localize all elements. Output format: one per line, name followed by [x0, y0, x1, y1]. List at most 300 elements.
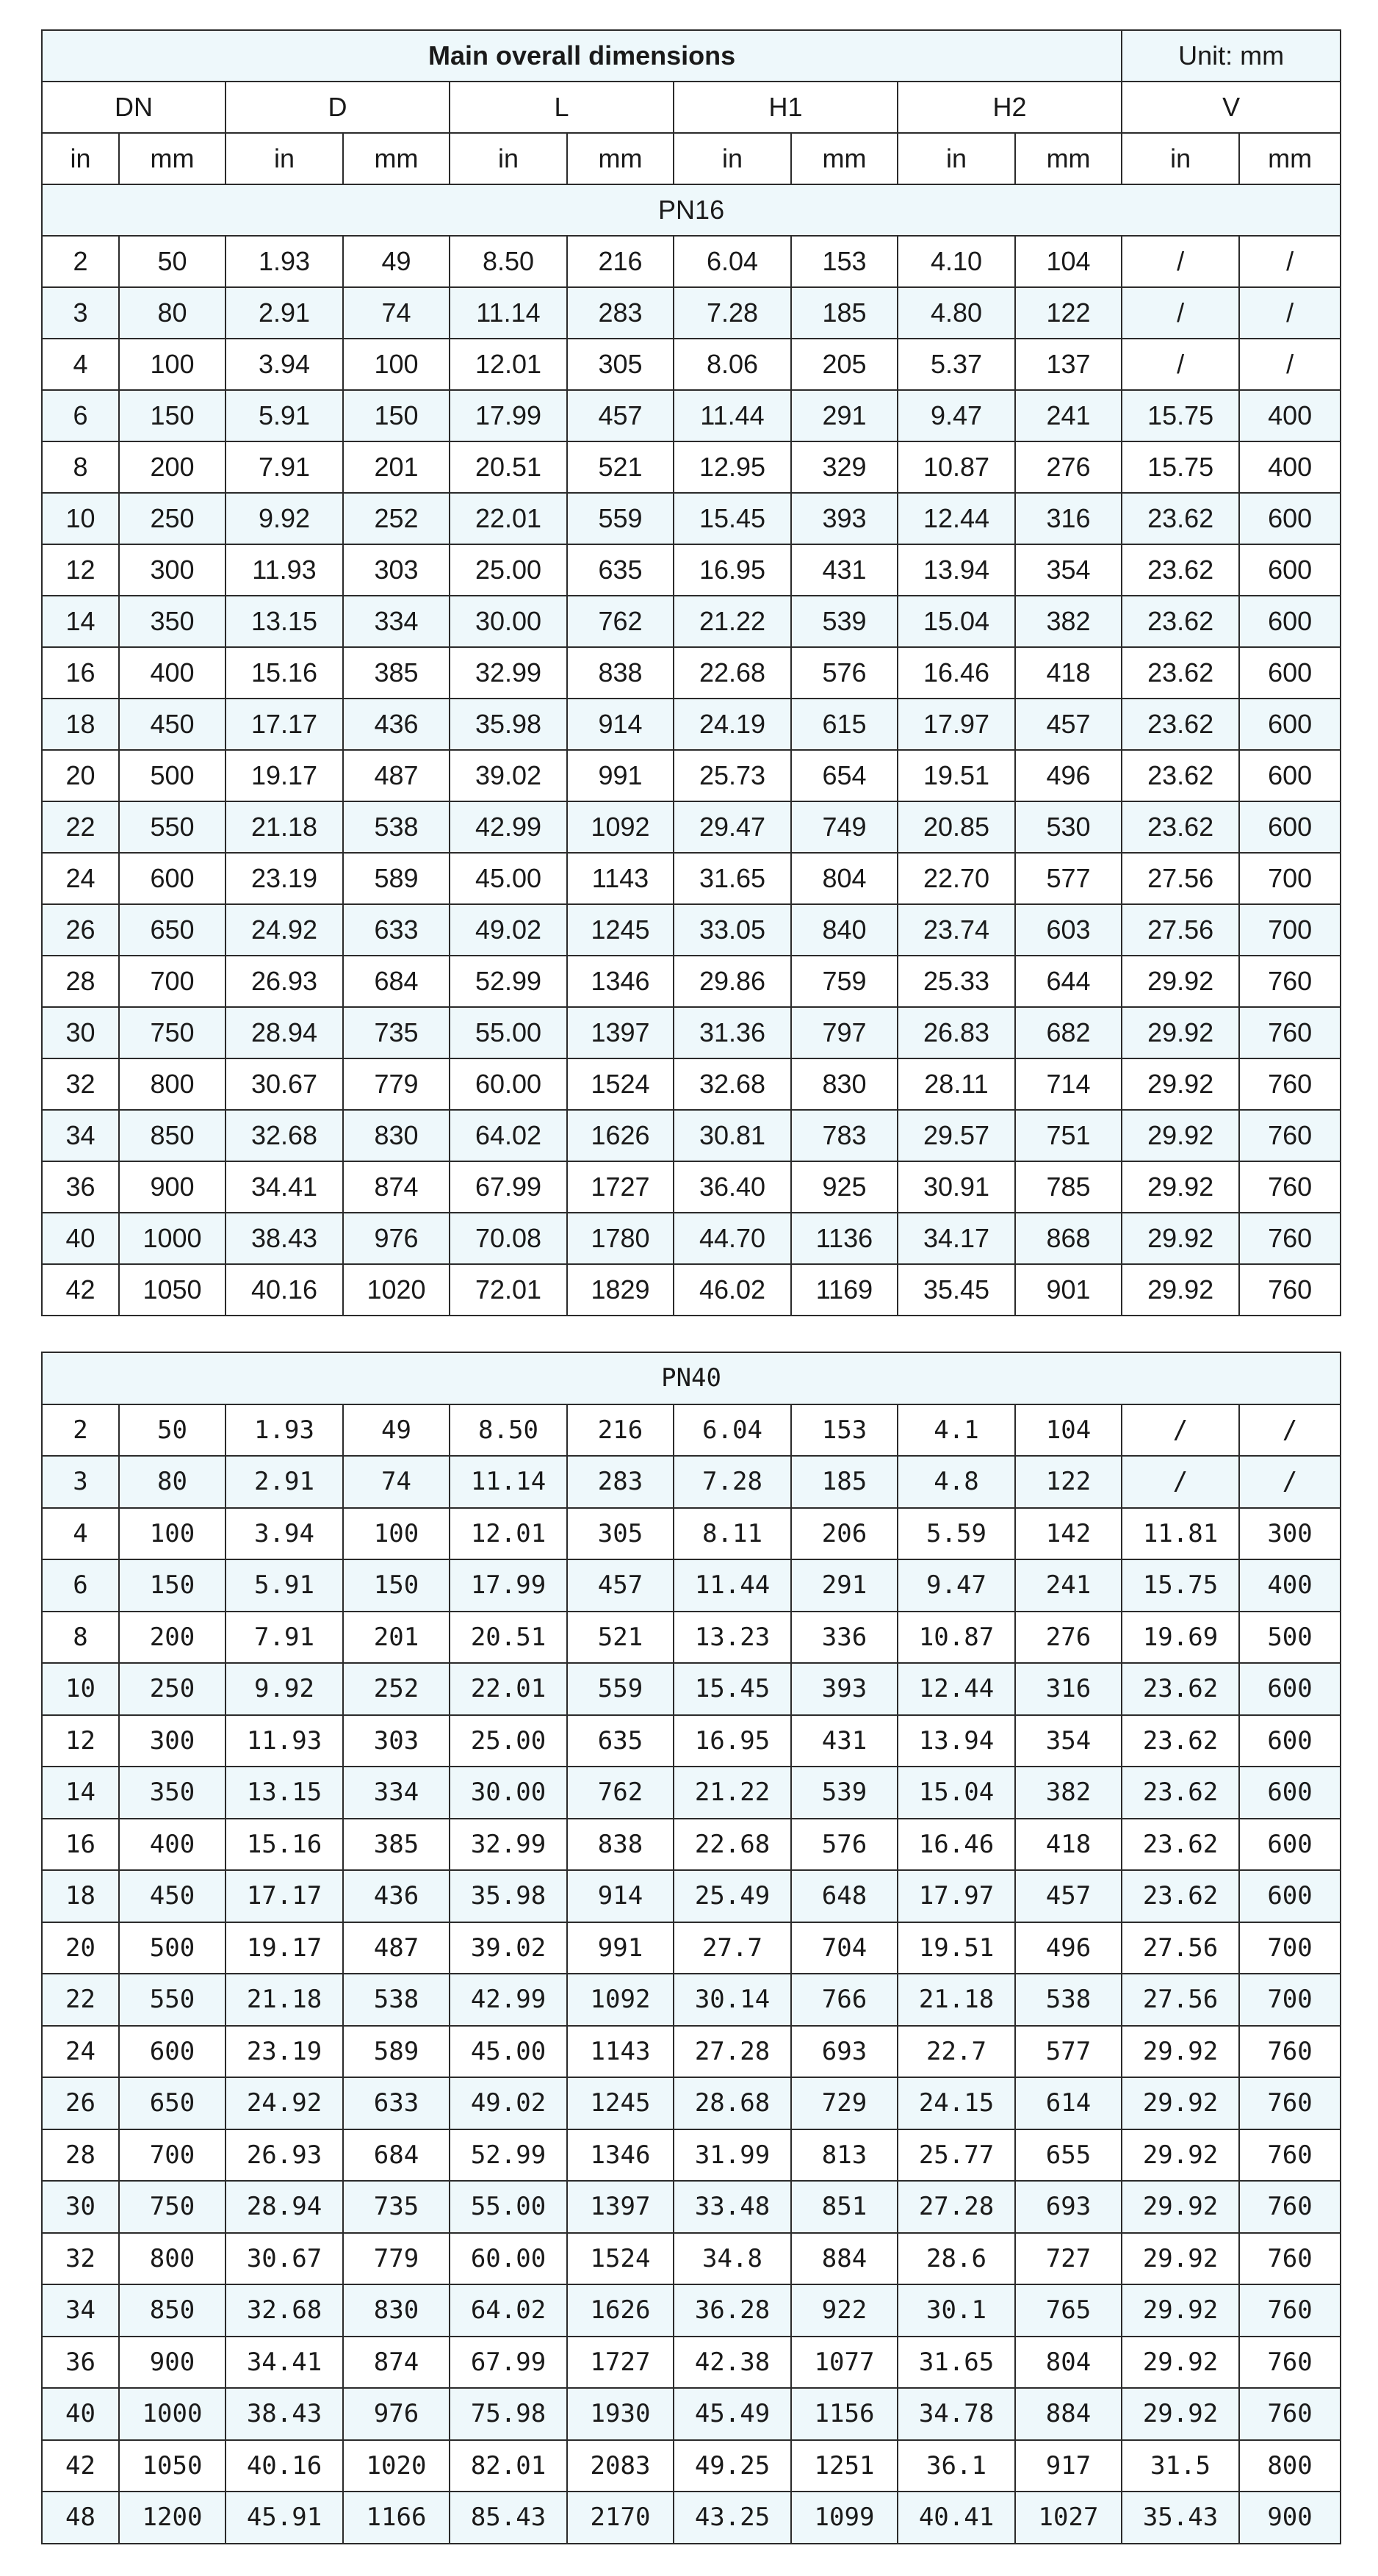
table-cell: 9.47	[898, 1559, 1015, 1612]
table-cell: 150	[343, 390, 450, 441]
table-cell: 60.00	[450, 1058, 567, 1110]
table-cell: 521	[567, 1612, 674, 1664]
table-cell: 35.98	[450, 699, 567, 750]
table-cell: 762	[567, 596, 674, 647]
table-cell: 283	[567, 1456, 674, 1508]
table-cell: 457	[567, 1559, 674, 1612]
table-cell: 32	[42, 2233, 119, 2285]
table-cell: /	[1239, 236, 1341, 287]
table-cell: 316	[1015, 1663, 1122, 1715]
table-cell: 19.17	[226, 750, 343, 801]
table-cell: 600	[1239, 699, 1341, 750]
table-cell: 11.44	[674, 390, 791, 441]
table-cell: 5.91	[226, 1559, 343, 1612]
table-cell: 31.99	[674, 2129, 791, 2182]
table-cell: 760	[1239, 1110, 1341, 1161]
table-cell: 600	[1239, 544, 1341, 596]
table-cell: 20	[42, 750, 119, 801]
table-cell: 10	[42, 1663, 119, 1715]
table-cell: 538	[343, 801, 450, 853]
table-cell: 830	[343, 2284, 450, 2337]
table-cell: 760	[1239, 2026, 1341, 2078]
table-cell: 250	[119, 1663, 226, 1715]
table-cell: 487	[343, 1922, 450, 1974]
table-cell: 589	[343, 2026, 450, 2078]
table-cell: 44.70	[674, 1213, 791, 1264]
table-cell: /	[1239, 287, 1341, 339]
table-cell: 1245	[567, 2077, 674, 2129]
table-cell: 1020	[343, 2440, 450, 2492]
table-row	[42, 1264, 1341, 1316]
table-cell: 23.62	[1122, 801, 1239, 853]
table-row	[42, 339, 1341, 390]
table-cell: 431	[791, 1715, 898, 1767]
table-row	[42, 1767, 1341, 1819]
table-cell: 283	[567, 287, 674, 339]
table-cell: 436	[343, 699, 450, 750]
table-cell: 8	[42, 441, 119, 493]
table-cell: 29.92	[1122, 1161, 1239, 1213]
table-cell: 70.08	[450, 1213, 567, 1264]
table-cell: 22.70	[898, 853, 1015, 904]
table-cell: 760	[1239, 2337, 1341, 2389]
table-cell: 2170	[567, 2492, 674, 2544]
table-row	[42, 2337, 1341, 2389]
table-cell: /	[1239, 1404, 1341, 1457]
table-cell: 4.1	[898, 1404, 1015, 1457]
table-row	[42, 956, 1341, 1007]
table-cell: 1092	[567, 801, 674, 853]
table-row	[42, 236, 1341, 287]
table-cell: 418	[1015, 647, 1122, 699]
table-cell: 21.18	[898, 1974, 1015, 2026]
table-cell: 1143	[567, 2026, 674, 2078]
table-cell: 400	[1239, 390, 1341, 441]
table-row	[42, 2129, 1341, 2182]
table-cell: 35.43	[1122, 2492, 1239, 2544]
table-cell: 650	[119, 904, 226, 956]
table-cell: 42.38	[674, 2337, 791, 2389]
table-row	[42, 1161, 1341, 1213]
table-cell: 11.14	[450, 1456, 567, 1508]
table-cell: 50	[119, 236, 226, 287]
table-cell: 693	[791, 2026, 898, 2078]
table-cell: 1.93	[226, 1404, 343, 1457]
table-row	[42, 853, 1341, 904]
table-cell: 530	[1015, 801, 1122, 853]
table-cell: 521	[567, 441, 674, 493]
table-cell: 12	[42, 1715, 119, 1767]
table-cell: 45.91	[226, 2492, 343, 2544]
table-cell: 760	[1239, 2077, 1341, 2129]
table-cell: 23.62	[1122, 1767, 1239, 1819]
table-cell: 760	[1239, 2233, 1341, 2285]
table-row	[42, 2492, 1341, 2544]
pn16-dimensions-table	[41, 29, 1341, 1316]
table-cell: 33.05	[674, 904, 791, 956]
table-cell: 30.67	[226, 2233, 343, 2285]
table-cell: 648	[791, 1870, 898, 1922]
table-cell: 21.22	[674, 596, 791, 647]
pn16-table-body	[42, 236, 1341, 1316]
table-cell: 42	[42, 2440, 119, 2492]
table-cell: 16.95	[674, 1715, 791, 1767]
table-cell: 750	[119, 2181, 226, 2233]
table-cell: 804	[1015, 2337, 1122, 2389]
table-cell: 100	[343, 339, 450, 390]
table-cell: 291	[791, 390, 898, 441]
table-cell: 185	[791, 1456, 898, 1508]
table-cell: 382	[1015, 1767, 1122, 1819]
table-cell: 487	[343, 750, 450, 801]
table-cell: 735	[343, 2181, 450, 2233]
pn40-dimensions-table	[41, 1352, 1341, 2544]
table-row	[42, 1404, 1341, 1457]
table-cell: 60.00	[450, 2233, 567, 2285]
table-cell: 12.01	[450, 1508, 567, 1560]
table-cell: 600	[1239, 1819, 1341, 1871]
table-cell: 684	[343, 956, 450, 1007]
table-cell: 418	[1015, 1819, 1122, 1871]
section-label-pn40: PN40	[42, 1352, 1341, 1404]
table-cell: 23.62	[1122, 544, 1239, 596]
table-cell: 840	[791, 904, 898, 956]
table-cell: 38.43	[226, 1213, 343, 1264]
table-cell: 241	[1015, 390, 1122, 441]
table-cell: 22	[42, 1974, 119, 2026]
table-cell: 27.56	[1122, 1974, 1239, 2026]
table-cell: 6.04	[674, 1404, 791, 1457]
table-cell: 700	[1239, 1922, 1341, 1974]
table-cell: 19.51	[898, 1922, 1015, 1974]
table-cell: 27.7	[674, 1922, 791, 1974]
table-cell: 1169	[791, 1264, 898, 1316]
table-cell: 991	[567, 1922, 674, 1974]
table-cell: 185	[791, 287, 898, 339]
table-cell: 1626	[567, 1110, 674, 1161]
group-header-h2: H2	[898, 82, 1122, 133]
table-cell: 6	[42, 390, 119, 441]
table-cell: 36	[42, 2337, 119, 2389]
table-cell: 830	[343, 1110, 450, 1161]
table-cell: 100	[343, 1508, 450, 1560]
table-cell: 32.99	[450, 1819, 567, 1871]
table-cell: 7.91	[226, 1612, 343, 1664]
table-cell: 765	[1015, 2284, 1122, 2337]
table-cell: 2083	[567, 2440, 674, 2492]
table-cell: 12.95	[674, 441, 791, 493]
table-row	[42, 2440, 1341, 2492]
table-cell: 16	[42, 647, 119, 699]
table-cell: 12.44	[898, 493, 1015, 544]
table-cell: 25.49	[674, 1870, 791, 1922]
table-cell: 150	[119, 1559, 226, 1612]
table-cell: 7.91	[226, 441, 343, 493]
table-cell: 615	[791, 699, 898, 750]
table-cell: 28.94	[226, 1007, 343, 1058]
table-cell: 15.16	[226, 647, 343, 699]
table-cell: 50	[119, 1404, 226, 1457]
table-row	[42, 2284, 1341, 2337]
table-cell: 874	[343, 2337, 450, 2389]
table-cell: 276	[1015, 441, 1122, 493]
table-cell: 40	[42, 2388, 119, 2440]
table-cell: 13.15	[226, 1767, 343, 1819]
section-label-pn16: PN16	[42, 184, 1341, 236]
table-cell: 28.94	[226, 2181, 343, 2233]
table-cell: 976	[343, 2388, 450, 2440]
table-cell: 34	[42, 1110, 119, 1161]
table-cell: 382	[1015, 596, 1122, 647]
table-cell: 291	[791, 1559, 898, 1612]
table-cell: 900	[119, 2337, 226, 2389]
table-cell: 714	[1015, 1058, 1122, 1110]
table-cell: /	[1122, 1456, 1239, 1508]
table-cell: 900	[1239, 2492, 1341, 2544]
table-cell: 201	[343, 441, 450, 493]
table-cell: 22	[42, 801, 119, 853]
table-cell: 52.99	[450, 956, 567, 1007]
table-cell: 25.00	[450, 1715, 567, 1767]
table-cell: 20.51	[450, 441, 567, 493]
group-header-v: V	[1122, 82, 1341, 133]
table-cell: 851	[791, 2181, 898, 2233]
table-row	[42, 1819, 1341, 1871]
table-cell: 64.02	[450, 2284, 567, 2337]
table-cell: 614	[1015, 2077, 1122, 2129]
table-cell: 385	[343, 1819, 450, 1871]
table-cell: 29.92	[1122, 2026, 1239, 2078]
unit-header-mm: mm	[119, 133, 226, 184]
table-cell: 500	[119, 1922, 226, 1974]
table-row	[42, 2026, 1341, 2078]
table-cell: 1027	[1015, 2492, 1122, 2544]
table-cell: 749	[791, 801, 898, 853]
table-cell: 500	[119, 750, 226, 801]
table-cell: 1524	[567, 2233, 674, 2285]
table-row	[42, 441, 1341, 493]
table-cell: 644	[1015, 956, 1122, 1007]
table-cell: 300	[119, 1715, 226, 1767]
table-cell: 2	[42, 236, 119, 287]
table-cell: 20.51	[450, 1612, 567, 1664]
table-cell: 10.87	[898, 441, 1015, 493]
table-cell: 350	[119, 596, 226, 647]
table-cell: 36	[42, 1161, 119, 1213]
table-row	[42, 1612, 1341, 1664]
table-cell: 1156	[791, 2388, 898, 2440]
table-cell: 23.62	[1122, 1715, 1239, 1767]
table-cell: 49	[343, 1404, 450, 1457]
table-row	[42, 2181, 1341, 2233]
table-cell: 26.93	[226, 956, 343, 1007]
table-cell: 600	[1239, 801, 1341, 853]
table-cell: 22.68	[674, 1819, 791, 1871]
table-cell: 393	[791, 1663, 898, 1715]
table-cell: 884	[791, 2233, 898, 2285]
table-cell: 27.56	[1122, 853, 1239, 904]
table-cell: 85.43	[450, 2492, 567, 2544]
table-cell: 11.81	[1122, 1508, 1239, 1560]
table-cell: 1050	[119, 1264, 226, 1316]
table-cell: 205	[791, 339, 898, 390]
table-cell: 600	[119, 2026, 226, 2078]
table-cell: 29.92	[1122, 1264, 1239, 1316]
table-cell: 26.83	[898, 1007, 1015, 1058]
table-cell: 976	[343, 1213, 450, 1264]
table-cell: 766	[791, 1974, 898, 2026]
table-cell: 1077	[791, 2337, 898, 2389]
table-cell: 917	[1015, 2440, 1122, 2492]
table-cell: 29.47	[674, 801, 791, 853]
table-cell: 1524	[567, 1058, 674, 1110]
table-cell: 925	[791, 1161, 898, 1213]
table-cell: 122	[1015, 287, 1122, 339]
table-cell: 29.86	[674, 956, 791, 1007]
table-cell: 15.04	[898, 1767, 1015, 1819]
table-cell: 11.93	[226, 1715, 343, 1767]
table-cell: 34.41	[226, 2337, 343, 2389]
table-cell: 1020	[343, 1264, 450, 1316]
table-row	[42, 1456, 1341, 1508]
table-cell: 31.65	[898, 2337, 1015, 2389]
table-cell: 29.92	[1122, 1213, 1239, 1264]
table-cell: 16.46	[898, 647, 1015, 699]
table-row	[42, 2388, 1341, 2440]
table-cell: 303	[343, 544, 450, 596]
table-cell: 830	[791, 1058, 898, 1110]
table-cell: 74	[343, 287, 450, 339]
unit-label: Unit: mm	[1122, 30, 1341, 82]
table-cell: 72.01	[450, 1264, 567, 1316]
table-cell: 760	[1239, 1213, 1341, 1264]
table-cell: 760	[1239, 1161, 1341, 1213]
table-cell: 655	[1015, 2129, 1122, 2182]
table-cell: 760	[1239, 2284, 1341, 2337]
table-cell: 1780	[567, 1213, 674, 1264]
table-cell: 19.51	[898, 750, 1015, 801]
table-cell: 600	[1239, 1663, 1341, 1715]
table-cell: 1727	[567, 2337, 674, 2389]
group-header-h1: H1	[674, 82, 898, 133]
unit-header-mm: mm	[1239, 133, 1341, 184]
table-cell: 23.19	[226, 2026, 343, 2078]
table-cell: 142	[1015, 1508, 1122, 1560]
table-cell: 15.75	[1122, 441, 1239, 493]
table-cell: 30.1	[898, 2284, 1015, 2337]
table-cell: 850	[119, 2284, 226, 2337]
table-cell: 6.04	[674, 236, 791, 287]
table-cell: 67.99	[450, 2337, 567, 2389]
unit-header-in: in	[1122, 133, 1239, 184]
table-row	[42, 750, 1341, 801]
table-cell: 24	[42, 853, 119, 904]
table-row	[42, 801, 1341, 853]
table-cell: 10	[42, 493, 119, 544]
table-cell: 39.02	[450, 1922, 567, 1974]
table-cell: 633	[343, 2077, 450, 2129]
table-cell: 30.00	[450, 1767, 567, 1819]
table-cell: 55.00	[450, 1007, 567, 1058]
table-cell: 40	[42, 1213, 119, 1264]
table-cell: 100	[119, 339, 226, 390]
table-cell: /	[1122, 236, 1239, 287]
table-cell: 23.74	[898, 904, 1015, 956]
group-header-l: L	[450, 82, 674, 133]
table-cell: 22.7	[898, 2026, 1015, 2078]
table-cell: 300	[119, 544, 226, 596]
table-cell: 589	[343, 853, 450, 904]
table-row	[42, 1213, 1341, 1264]
table-cell: 15.45	[674, 493, 791, 544]
table-cell: 2	[42, 1404, 119, 1457]
table-cell: 23.62	[1122, 750, 1239, 801]
table-row	[42, 493, 1341, 544]
table-cell: 576	[791, 647, 898, 699]
table-cell: 250	[119, 493, 226, 544]
table-cell: 8.11	[674, 1508, 791, 1560]
table-cell: 29.92	[1122, 2337, 1239, 2389]
table-cell: 40.41	[898, 2492, 1015, 2544]
table-cell: 49.02	[450, 904, 567, 956]
table-cell: 24.92	[226, 2077, 343, 2129]
table-cell: 760	[1239, 2388, 1341, 2440]
table-cell: 29.92	[1122, 2284, 1239, 2337]
table-cell: 727	[1015, 2233, 1122, 2285]
table-cell: 252	[343, 1663, 450, 1715]
table-cell: 9.47	[898, 390, 1015, 441]
table-cell: 316	[1015, 493, 1122, 544]
table-cell: 52.99	[450, 2129, 567, 2182]
table-cell: 4	[42, 1508, 119, 1560]
table-cell: 137	[1015, 339, 1122, 390]
table-cell: 760	[1239, 2181, 1341, 2233]
table-cell: 6	[42, 1559, 119, 1612]
table-cell: 25.77	[898, 2129, 1015, 2182]
table-cell: 914	[567, 1870, 674, 1922]
table-row	[42, 647, 1341, 699]
table-cell: 29.92	[1122, 1007, 1239, 1058]
table-cell: 850	[119, 1110, 226, 1161]
table-cell: 23.62	[1122, 647, 1239, 699]
table-cell: 18	[42, 1870, 119, 1922]
table-cell: 28	[42, 2129, 119, 2182]
table-cell: 34.17	[898, 1213, 1015, 1264]
table-cell: 1166	[343, 2492, 450, 2544]
table-cell: 18	[42, 699, 119, 750]
table-cell: 27.28	[898, 2181, 1015, 2233]
table-cell: 150	[119, 390, 226, 441]
table-cell: /	[1239, 1456, 1341, 1508]
table-cell: 49.02	[450, 2077, 567, 2129]
table-cell: 576	[791, 1819, 898, 1871]
table-cell: 4.8	[898, 1456, 1015, 1508]
table-cell: 600	[1239, 647, 1341, 699]
table-cell: 206	[791, 1508, 898, 1560]
table-cell: 42.99	[450, 1974, 567, 2026]
table-cell: 300	[1239, 1508, 1341, 1560]
table-row	[42, 544, 1341, 596]
table-cell: 762	[567, 1767, 674, 1819]
table-cell: 635	[567, 1715, 674, 1767]
table-cell: 577	[1015, 2026, 1122, 2078]
table-cell: 797	[791, 1007, 898, 1058]
pn40-table-body	[42, 1404, 1341, 2544]
table-cell: 80	[119, 1456, 226, 1508]
table-cell: 153	[791, 1404, 898, 1457]
table-cell: 900	[119, 1161, 226, 1213]
table-cell: 760	[1239, 1058, 1341, 1110]
